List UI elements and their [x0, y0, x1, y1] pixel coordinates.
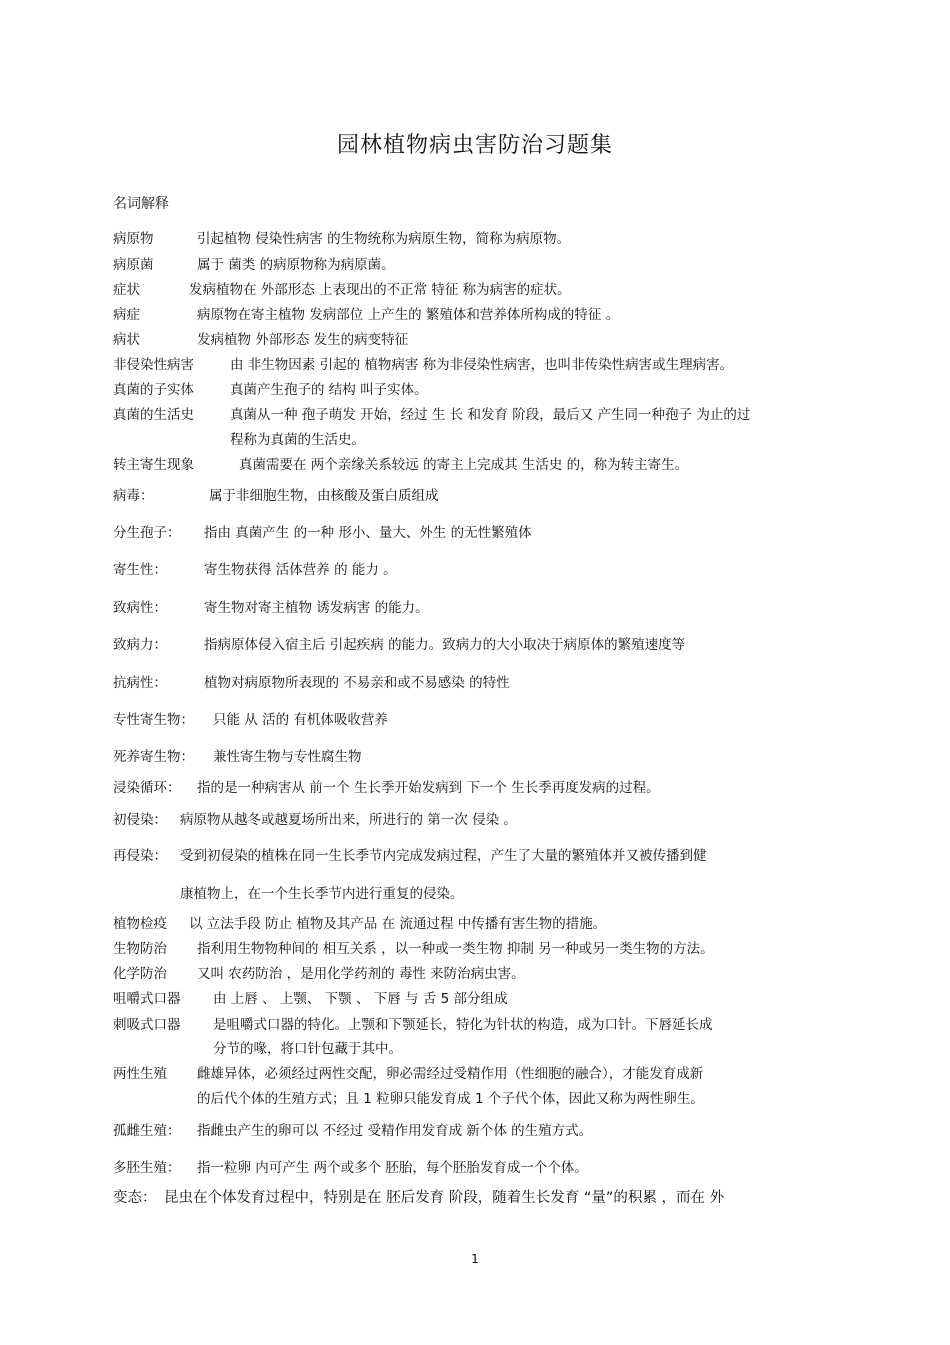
entry-term: 致病力： — [113, 637, 167, 653]
entry-definition: 由 上唇 、 上颚、 下颚 、 下唇 与 舌 5 部分组成 — [213, 991, 508, 1007]
entry-term: 病状 — [113, 332, 140, 348]
entry-definition: 属于 菌类 的病原物称为病原菌。 — [197, 257, 395, 273]
entry-definition: 指的是一种病害从 前一个 生长季开始发病到 下一个 生长季再度发病的过程。 — [197, 780, 660, 796]
entry-term: 化学防治 — [113, 966, 167, 982]
entry-definition: 寄生物对寄主植物 诱发病害 的能力。 — [204, 600, 429, 616]
entry-term: 死养寄生物： — [113, 749, 194, 765]
entry-term: 真菌的子实体 — [113, 382, 194, 398]
entry-definition: 病原物从越冬或越夏场所出来，所进行的 第一次 侵染 。 — [180, 812, 517, 828]
entry-term: 变态： — [113, 1190, 157, 1206]
page-number: 1 — [471, 1252, 479, 1266]
entry-definition: 指一粒卵 内可产生 两个或多个 胚胎，每个胚胎发育成一个个体。 — [197, 1160, 588, 1176]
entry-term: 初侵染： — [113, 812, 167, 828]
entry-definition: 真菌从一种 孢子萌发 开始，经过 生 长 和发育 阶段，最后又 产生同一种孢子 为止的过 — [230, 407, 751, 423]
entry-definition-continued: 程称为真菌的生活史。 — [230, 432, 365, 448]
entry-definition: 由 非生物因素 引起的 植物病害 称为非侵染性病害，也叫非传染性病害或生理病害。 — [230, 357, 734, 373]
entry-definition-continued: 的后代个体的生殖方式；且 1 粒卵只能发育成 1 个子代个体，因此又称为两性卵生。 — [197, 1091, 704, 1107]
entry-definition: 发病植物 外部形态 发生的病变特征 — [197, 332, 409, 348]
entry-term: 转主寄生现象 — [113, 457, 194, 473]
entry-definition: 以 立法手段 防止 植物及其产品 在 流通过程 中传播有害生物的措施。 — [189, 916, 607, 932]
entry-definition: 真菌需要在 两个亲缘关系较远 的寄主上完成其 生活史 的，称为转主寄生。 — [239, 457, 689, 473]
entry-term: 孤雌生殖： — [113, 1123, 181, 1139]
entry-term: 病毒： — [113, 488, 154, 504]
entry-term: 非侵染性病害 — [113, 357, 194, 373]
entry-term: 两性生殖 — [113, 1066, 167, 1082]
entry-term: 病原菌 — [113, 257, 154, 273]
entry-definition: 又叫 农药防治 ，是用化学药剂的 毒性 来防治病虫害。 — [197, 966, 525, 982]
entry-definition: 只能 从 活的 有机体吸收营养 — [213, 712, 388, 728]
entry-definition: 指病原体侵入宿主后 引起疾病 的能力。致病力的大小取决于病原体的繁殖速度等 — [204, 637, 686, 653]
entry-definition: 真菌产生孢子的 结构 叫子实体。 — [230, 382, 428, 398]
entry-term: 致病性： — [113, 600, 167, 616]
entry-term: 抗病性： — [113, 675, 167, 691]
entry-term: 刺吸式口器 — [113, 1017, 181, 1033]
entry-term: 咀嚼式口器 — [113, 991, 181, 1007]
entry-term: 分生孢子： — [113, 525, 181, 541]
entry-term: 浸染循环： — [113, 780, 181, 796]
entry-term: 生物防治 — [113, 941, 167, 957]
entry-term: 真菌的生活史 — [113, 407, 194, 423]
entry-definition-continued: 康植物上，在一个生长季节内进行重复的侵染。 — [180, 886, 464, 902]
entry-term: 症状 — [113, 282, 140, 298]
entry-term: 植物检疫 — [113, 916, 167, 932]
entry-definition: 寄生物获得 活体营养 的 能力 。 — [204, 562, 397, 578]
entry-definition: 发病植物在 外部形态 上表现出的不正常 特征 称为病害的症状。 — [189, 282, 571, 298]
entry-term: 再侵染： — [113, 848, 167, 864]
entry-definition: 昆虫在个体发育过程中，特别是在 胚后发育 阶段，随着生长发育 “量”的积累 ，而在 外 — [164, 1190, 725, 1206]
entry-term: 多胚生殖： — [113, 1160, 181, 1176]
entry-definition: 指利用生物物种间的 相互关系 ，以一种或一类生物 抑制 另一种或另一类生物的方法。 — [197, 941, 714, 957]
entry-definition-continued: 分节的喙，将口针包藏于其中。 — [213, 1041, 402, 1057]
entry-definition: 病原物在寄主植物 发病部位 上产生的 繁殖体和营养体所构成的特征 。 — [197, 307, 620, 323]
entry-definition: 指由 真菌产生 的一种 形小、量大、外生 的无性繁殖体 — [204, 525, 532, 541]
section-heading: 名词解释 — [113, 196, 169, 212]
entry-definition: 植物对病原物所表现的 不易亲和或不易感染 的特性 — [204, 675, 510, 691]
entry-definition: 引起植物 侵染性病害 的生物统称为病原生物，简称为病原物。 — [197, 231, 571, 247]
entry-definition: 雌雄异体，必须经过两性交配，卵必需经过受精作用（性细胞的融合），才能发育成新 — [197, 1066, 704, 1082]
entry-term: 病症 — [113, 307, 140, 323]
entry-term: 寄生性： — [113, 562, 167, 578]
entry-term: 专性寄生物： — [113, 712, 194, 728]
entry-term: 病原物 — [113, 231, 154, 247]
entry-definition: 是咀嚼式口器的特化。上颚和下颚延长，特化为针状的构造，成为口针。下唇延长成 — [213, 1017, 713, 1033]
entry-definition: 属于非细胞生物，由核酸及蛋白质组成 — [209, 488, 439, 504]
page-title: 园林植物病虫害防治习题集 — [336, 133, 613, 158]
entry-definition: 指雌虫产生的卵可以 不经过 受精作用发育成 新个体 的生殖方式。 — [197, 1123, 593, 1139]
entry-definition: 受到初侵染的植株在同一生长季节内完成发病过程，产生了大量的繁殖体并又被传播到健 — [180, 848, 707, 864]
entry-definition: 兼性寄生物与专性腐生物 — [213, 749, 362, 765]
